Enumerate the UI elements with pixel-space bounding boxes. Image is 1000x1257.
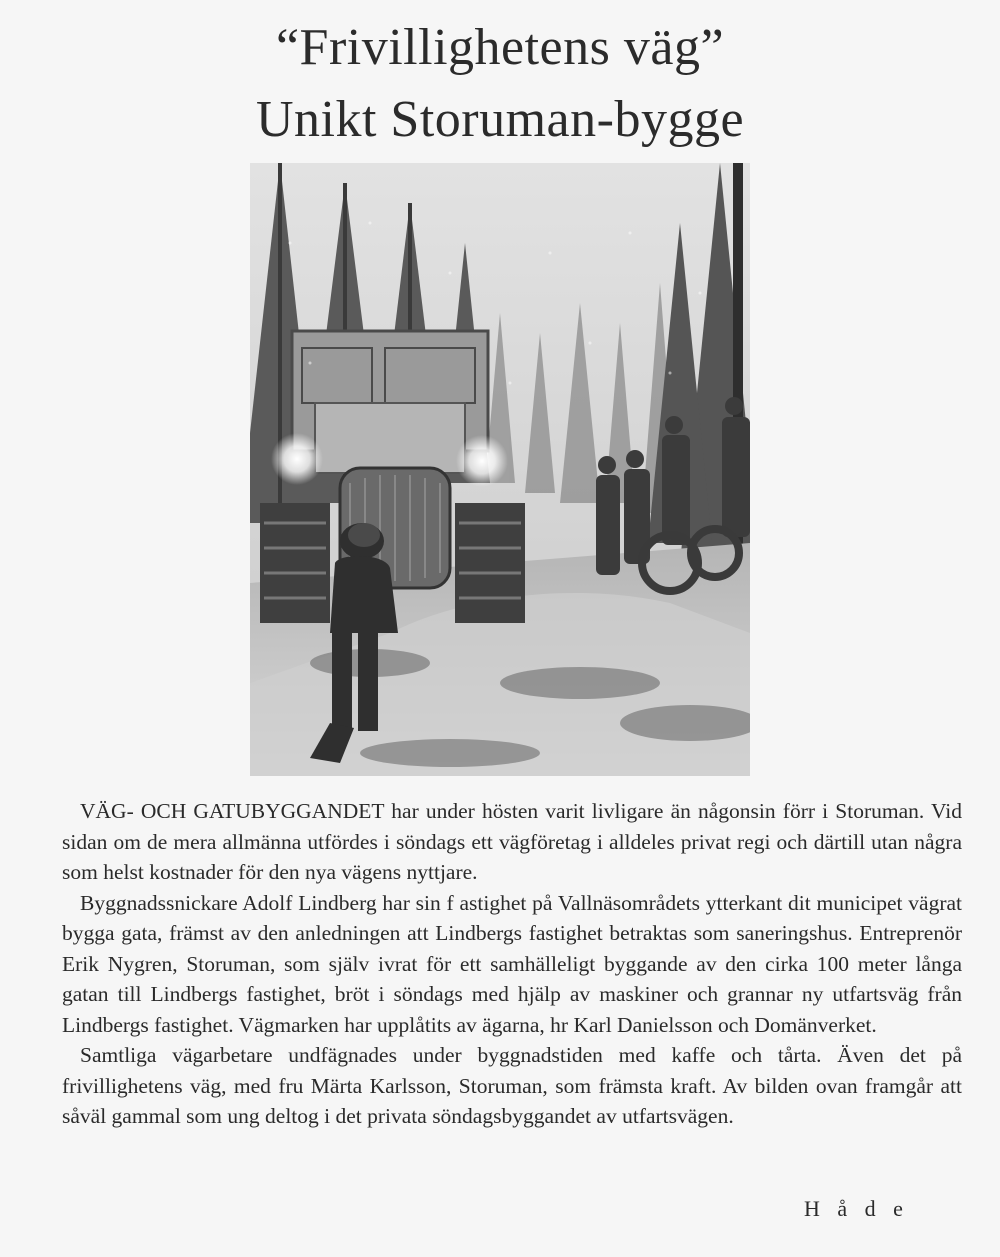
headline-line-1: “Frivillighetens väg” (275, 19, 725, 76)
headline-line-2: Unikt Storuman-bygge (255, 91, 745, 148)
article-body (62, 796, 962, 1132)
photo-illustration (250, 163, 750, 776)
article-photo (250, 163, 750, 776)
author-signature: H å d e (804, 1196, 909, 1221)
article-paragraph-3: Samtliga vägarbetare undfägnades under byggnadstiden med kaffe och tårta. Även det på frivillighetens väg, med fru Märta Karlsson, Storuman, som främsta kraft. Av bilden ovan framgår att såväl gammal som ung deltog i det privata söndagsbyggandet av utfartsvägen. (62, 1043, 962, 1128)
article-paragraph-1: VÄG- OCH GATUBYGGANDET har under hösten varit livligare än någonsin förr i Storuman. Vid sidan om de mera allmänna utfördes i söndags ett vägföretag i alldeles privat regi och därtill utan några som helst kostnader för den nya vägens nyttjare. (62, 799, 962, 884)
article-paragraph-2: Byggnadssnickare Adolf Lindberg har sin f astighet på Vallnäsområdets ytterkant dit municipet vägrat bygga gata, främst av den anledningen att Lindbergs fastighet betraktas som saneringshus. Entreprenör Erik Nygren, Storuman, som själv ivrat för ett samhälleligt byggande av den cirka 100 meter långa gatan till Lindbergs fastighet, bröt i söndags med hjälp av maskiner och grannar ny utfartsväg från Lindbergs fastighet. Vägmarken har upplåtits av ägarna, hr Karl Danielsson och Domänverket. (62, 890, 962, 1037)
